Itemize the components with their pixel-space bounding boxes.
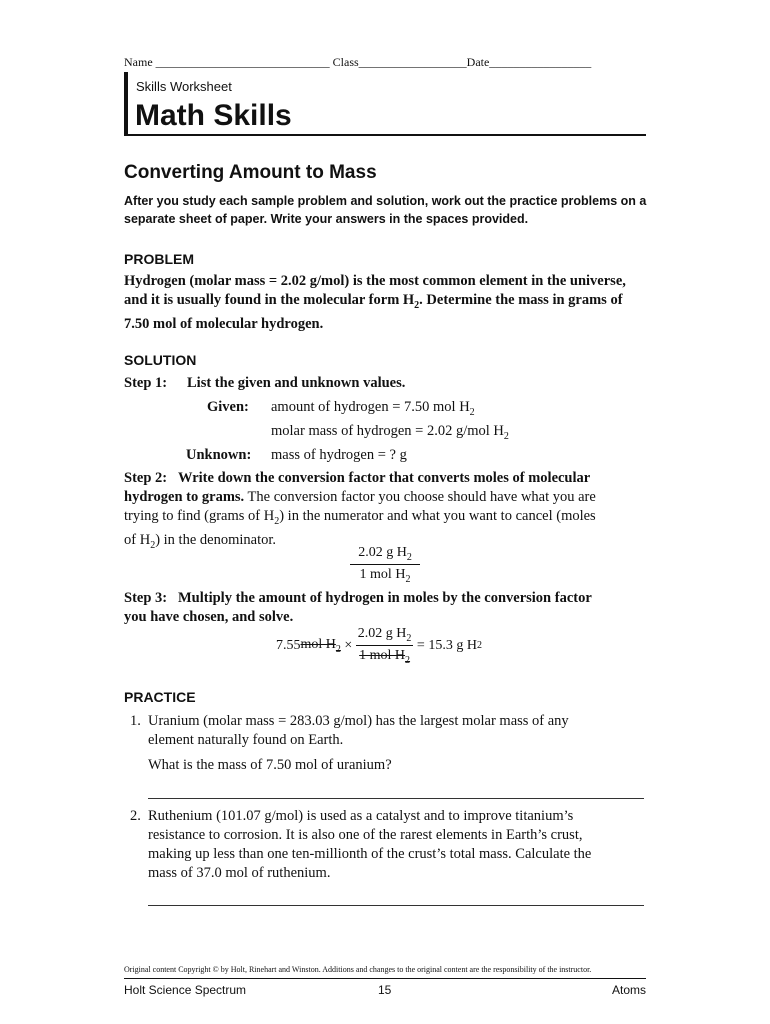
question-2: Ruthenium (101.07 g/mol) is used as a catalyst and to improve titanium’s resistance to corrosion. It is also one of the rarest elements in Earth’s crust, making up less than one ten-millionth of the crust’s total mass. Calculate the mass of 37.0 mol of ruthenium. (148, 808, 592, 881)
page-number: 15 (378, 983, 392, 997)
answer-line-2[interactable] (148, 905, 644, 906)
step1-text: List the given and unknown values. (187, 375, 406, 391)
step3-text: Step 3: Multiply the amount of hydrogen in moles by the conversion factor you have chosen, and solve. (124, 590, 592, 625)
problem-heading: PROBLEM (124, 251, 194, 267)
unknown-label: Unknown: (186, 447, 252, 463)
given-amount: amount of hydrogen = 7.50 mol $H_2$ (271, 399, 475, 418)
header-rule (124, 134, 646, 136)
given-label: Given: (207, 399, 249, 415)
practice-heading: PRACTICE (124, 689, 196, 705)
page-title: Math Skills (135, 99, 292, 132)
step2-text: Step 2: Write down the conversion factor that converts moles of molecular hydrogen to grams. The conversion factor you choose should have what you are trying to find (grams of $H_2$) in the numerator and what you want to cancel (moles of $H_2$) in the denominator. (124, 470, 596, 551)
copyright-notice: Original content Copyright © by Holt, Rinehart and Winston. Additions and changes to the original content are the responsibility of the instructor. (124, 965, 592, 974)
problem-line: and it is usually found in the molecular form $H_2$. Determine the mass in grams of (124, 292, 623, 311)
footer-publication: Holt Science Spectrum (124, 983, 247, 997)
section-title: Converting Amount to Mass (124, 162, 377, 183)
question-number: 2. (130, 808, 141, 824)
question-1: Uranium (molar mass = 283.03 g/mol) has the largest molar mass of any element naturally found on Earth. What is the mass of 7.50 mol of uranium? (148, 713, 569, 773)
step1-label: Step 1: (124, 375, 168, 391)
worksheet-label: Skills Worksheet (136, 79, 232, 94)
given-molar-mass: molar mass of hydrogen = 2.02 g/mol $H_2$ (271, 423, 509, 442)
answer-line-1[interactable] (148, 798, 644, 799)
problem-line: 7.50 mol of molecular hydrogen. (124, 315, 324, 332)
solution-heading: SOLUTION (124, 352, 197, 368)
solution-equation: 7.55 mol $H_2$ × $\frac{2.02 g H_2}{1 mol H_2}$ = 15.3 g H 2 (276, 626, 482, 666)
question-number: 1. (130, 713, 141, 729)
conversion-factor: 2.02 g $H_2$ 1 mol $H_2$ (350, 545, 420, 585)
instructions: After you study each sample problem and solution, work out the practice problems on a separate sheet of paper. Write your answers in the spaces provided. (124, 194, 647, 226)
problem-line: Hydrogen (molar mass = 2.02 g/mol) is the most common element in the universe, (124, 273, 626, 289)
footer-rule (124, 978, 646, 979)
unknown-value: mass of hydrogen = ? g (271, 447, 407, 463)
footer-chapter: Atoms (612, 983, 647, 997)
problem-text (124, 272, 664, 334)
header-bar (124, 72, 128, 136)
name-class-date-line: Name _____________________________ Class__________________Date_________________ (124, 55, 592, 69)
